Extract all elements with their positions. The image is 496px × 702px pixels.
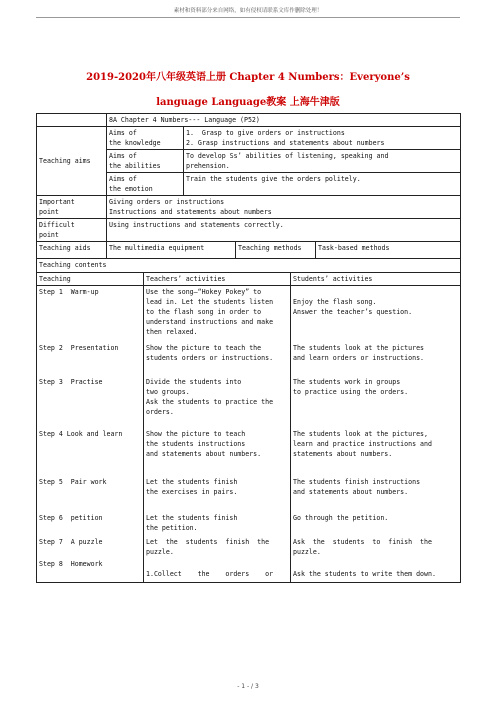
student-activity: Ask the students to write them down. <box>291 558 461 583</box>
activities-header-teaching: Teaching <box>37 273 144 286</box>
student-activity: The students look at the pictures and learn orders or instructions. <box>291 342 461 376</box>
step-label: Step 1 Warm-up <box>37 286 144 343</box>
aim-knowledge-value: 1. Grasp to give orders or instructions 2. Grasp instructions and statements about numbers <box>184 127 461 150</box>
teacher-activity: Let the students finish the puzzle. <box>144 536 291 558</box>
table-row <box>37 342 461 376</box>
teaching-methods-value: Task-based methods <box>316 242 461 259</box>
student-activity: Ask the students to finish the puzzle. <box>291 536 461 558</box>
teaching-aims-label: Teaching aims <box>37 127 107 196</box>
step-label: Step 5 Pair work <box>37 476 144 512</box>
important-point-label: Important point <box>37 196 107 219</box>
aim-abilities-label: Aims of the abilities <box>107 150 184 173</box>
teacher-activity: Let the students finish the petition. <box>144 512 291 536</box>
header-note: 素材和资料部分来自网络，如有侵权请联系文库作删除处理！ <box>173 8 323 14</box>
table-row <box>37 286 461 343</box>
aim-emotion-value: Train the students give the orders politely. <box>184 173 461 196</box>
empty-header-cell <box>37 114 107 127</box>
document-title-line-1: 2019-2020年八年级英语上册 Chapter 4 Numbers：Everyone’s <box>86 72 410 83</box>
teacher-activity: Divide the students into two groups. Ask the students to practice the orders. <box>144 376 291 428</box>
table-row <box>37 476 461 512</box>
teaching-methods-label: Teaching methods <box>236 242 316 259</box>
activities-table <box>36 273 461 583</box>
lesson-plan-table <box>36 113 460 583</box>
activities-header-teachers: Teachers’ activities <box>144 273 291 286</box>
table-row <box>37 558 461 583</box>
lesson-heading: 8A Chapter 4 Numbers--- Language (P52) <box>107 114 461 127</box>
teacher-activity: Show the picture to teach the students orders or instructions. <box>144 342 291 376</box>
teaching-aids-value: The multimedia equipment <box>107 242 236 259</box>
teacher-activity: 1.Collect the orders or <box>144 558 291 583</box>
table-row <box>37 376 461 428</box>
student-activity: Enjoy the flash song. Answer the teacher’s question. <box>291 286 461 343</box>
lesson-info-table <box>36 113 461 273</box>
step-label: Step 4 Look and learn <box>37 428 144 476</box>
step-label: Step 7 A puzzle <box>37 536 144 558</box>
aim-abilities-value: To develop Ss’ abilities of listening, speaking and prehension. <box>184 150 461 173</box>
student-activity: Go through the petition. <box>291 512 461 536</box>
step-label: Step 8 Homework <box>37 558 144 583</box>
student-activity: The students look at the pictures, learn and practice instructions and statements about numbers. <box>291 428 461 476</box>
student-activity: The students work in groups to practice using the orders. <box>291 376 461 428</box>
important-point-value: Giving orders or instructions Instructions and statements about numbers <box>107 196 461 219</box>
step-label: Step 6 petition <box>37 512 144 536</box>
aim-emotion-label: Aims of the emotion <box>107 173 184 196</box>
step-label: Step 3 Practise <box>37 376 144 428</box>
table-row <box>37 536 461 558</box>
activities-header-students: Students’ activities <box>291 273 461 286</box>
teacher-activity: Show the picture to teach the students instructions and statements about numbers. <box>144 428 291 476</box>
difficult-point-value: Using instructions and statements correctly. <box>107 219 461 242</box>
table-row <box>37 512 461 536</box>
student-activity: The students finish instructions and statements about numbers. <box>291 476 461 512</box>
table-row <box>37 428 461 476</box>
teacher-activity: Let the students finish the exercises in pairs. <box>144 476 291 512</box>
document-title-line-2: language Language教案 上海牛津版 <box>156 97 340 108</box>
teacher-activity: Use the song—“Hokey Pokey” to lead in. Let the students listen to the flash song in order to understand instructions and make then relaxed. <box>144 286 291 343</box>
difficult-point-label: Difficult point <box>37 219 107 242</box>
step-label: Step 2 Presentation <box>37 342 144 376</box>
header-rule <box>36 17 460 18</box>
page-number: - 1 - / 3 <box>237 683 259 690</box>
teaching-aids-label: Teaching aids <box>37 242 107 259</box>
aim-knowledge-label: Aims of the knowledge <box>107 127 184 150</box>
teaching-contents-label: Teaching contents <box>37 259 461 273</box>
